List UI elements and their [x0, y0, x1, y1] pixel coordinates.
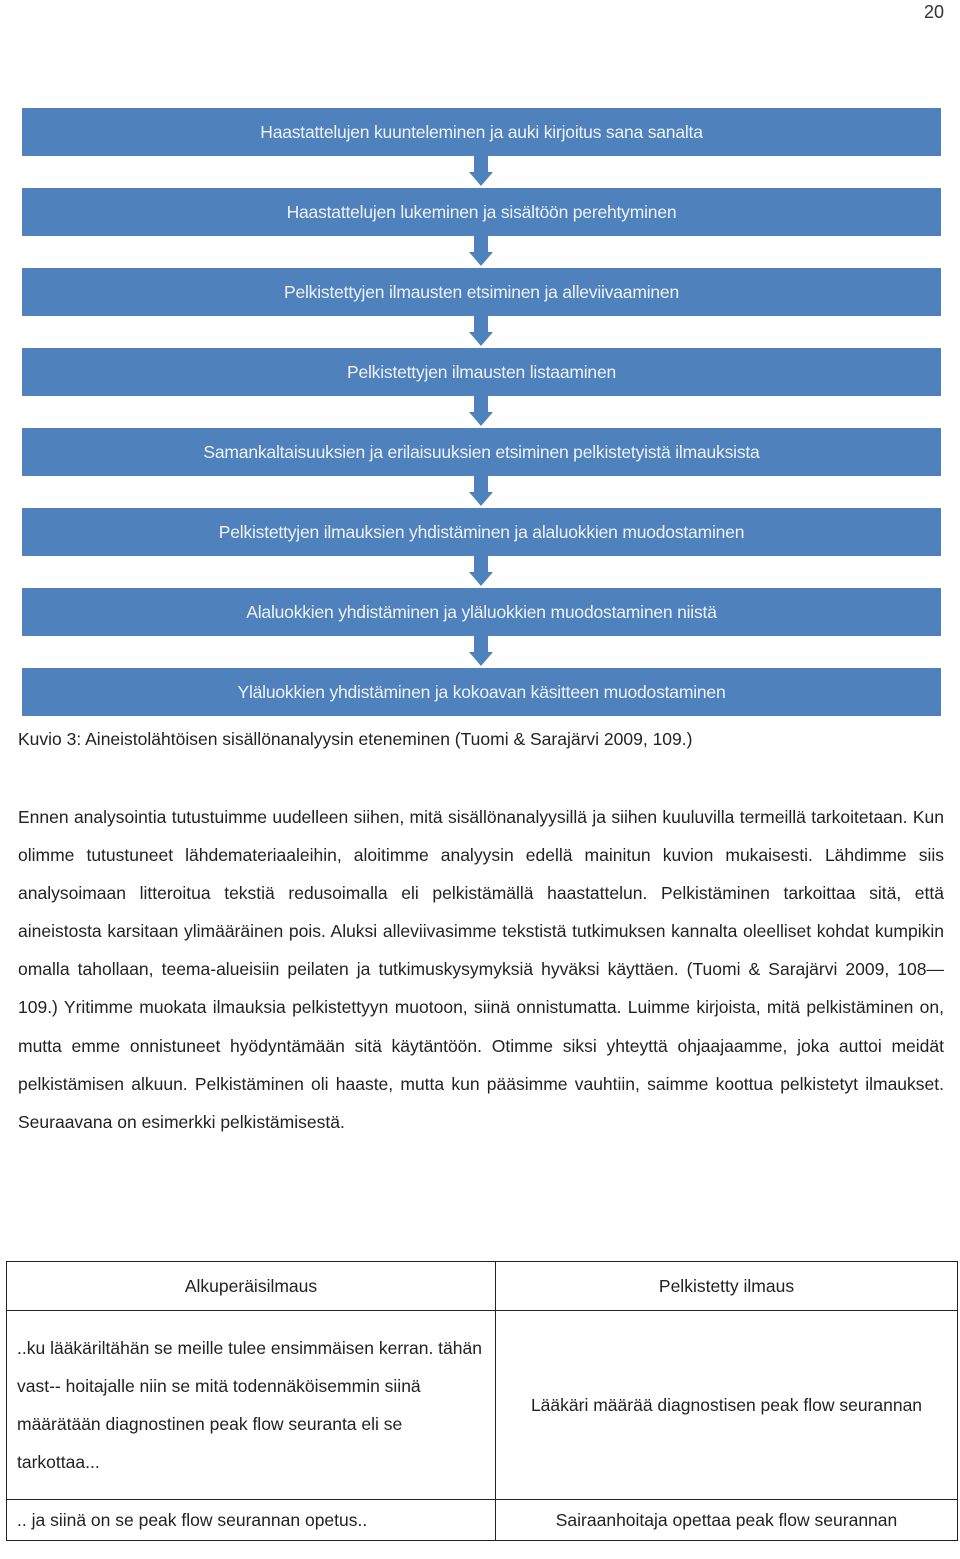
down-arrow-icon: [469, 236, 493, 268]
flow-step: [22, 108, 941, 156]
flow-step: [22, 508, 941, 556]
table-row: [7, 1500, 958, 1541]
table-row: [7, 1311, 958, 1500]
flow-step-label: Pelkistettyjen ilmausten listaaminen: [346, 361, 617, 382]
process-flow-diagram: [22, 108, 941, 716]
flow-step: [22, 268, 941, 316]
body-paragraph: Ennen analysointia tutustuimme uudelleen siihen, mitä sisällönanalyysillä ja siihen kuuluvilla termeillä tarkoitetaan. Kun olimme tutustuneet lähdemateriaaleihin, aloitimme analyysin edellä mainitun kuvion mukaisesti. Lähdimme siis analysoimaan litteroitua tekstiä redusoimalla eli pelkistämällä haastattelun. Pelkistäminen tarkoittaa sitä, että aineistosta karsitaan ylimääräinen pois. Aluksi alleviivasimme tekstistä tutkimuksen kannalta oleelliset kohdat kumpikin omalla tahollaan, teema-alueisiin peilaten ja tutkimuskysymyksiä hyväksi käyttäen. (Tuomi & Sarajärvi 2009, 108—109.) Yritimme muokata ilmauksia pelkistettyyn muotoon, siinä onnistumatta. Luimme kirjoista, mitä pelkistäminen on, mutta emme onnistuneet hyödyntämään sitä käytäntöön. Otimme siksi yhteyttä ohjaajaamme, joka auttoi meidät pelkistämisen alkuun. Pelkistäminen oli haaste, mutta kun pääsimme vauhtiin, saimme koottua pelkistetyt ilmaukset. Seuraavana on esimerkki pelkistämisestä.: [18, 807, 944, 1132]
header-original: Alkuperäisilmaus: [7, 1262, 496, 1311]
flow-step-label: Alaluokkien yhdistäminen ja yläluokkien muodostaminen niistä: [246, 601, 717, 622]
down-arrow-icon: [469, 636, 493, 668]
original-expression: ..ku lääkäriltähän se meille tulee ensimmäisen kerran. tähän vast-- hoitajalle niin se mitä todennäköisemmin siinä määrätään diagnostinen peak flow seuranta eli se tarkottaa...: [7, 1311, 496, 1500]
down-arrow-icon: [469, 396, 493, 428]
down-arrow-icon: [469, 476, 493, 508]
reduced-expression: Lääkäri määrää diagnostisen peak flow seurannan: [496, 1311, 958, 1500]
flow-step-label: Samankaltaisuuksien ja erilaisuuksien etsiminen pelkistetyistä ilmauksista: [203, 441, 760, 462]
page-number: 20: [923, 2, 944, 22]
original-expression: .. ja siinä on se peak flow seurannan opetus..: [7, 1500, 496, 1541]
header-reduced: Pelkistetty ilmaus: [496, 1262, 958, 1311]
flow-step: [22, 348, 941, 396]
down-arrow-icon: [469, 316, 493, 348]
flow-step: [22, 588, 941, 636]
flow-step-label: Haastattelujen kuunteleminen ja auki kirjoitus sana sanalta: [260, 121, 703, 142]
figure-caption: Kuvio 3: Aineistolähtöisen sisällönanalyysin eteneminen (Tuomi & Sarajärvi 2009, 109.): [18, 729, 693, 749]
flow-step-label: Pelkistettyjen ilmauksien yhdistäminen ja alaluokkien muodostaminen: [218, 521, 745, 542]
flow-step: [22, 188, 941, 236]
table-header-row: [7, 1262, 958, 1311]
flow-step-label: Pelkistettyjen ilmausten etsiminen ja alleviivaaminen: [283, 281, 679, 302]
flow-step: [22, 668, 941, 716]
reduction-example-table: [6, 1261, 958, 1541]
down-arrow-icon: [469, 556, 493, 588]
flow-step: [22, 428, 941, 476]
reduced-expression: Sairaanhoitaja opettaa peak flow seurannan: [496, 1500, 958, 1541]
down-arrow-icon: [469, 156, 493, 188]
flow-step-label: Haastattelujen lukeminen ja sisältöön perehtyminen: [286, 201, 677, 222]
flow-step-label: Yläluokkien yhdistäminen ja kokoavan käsitteen muodostaminen: [237, 681, 726, 702]
